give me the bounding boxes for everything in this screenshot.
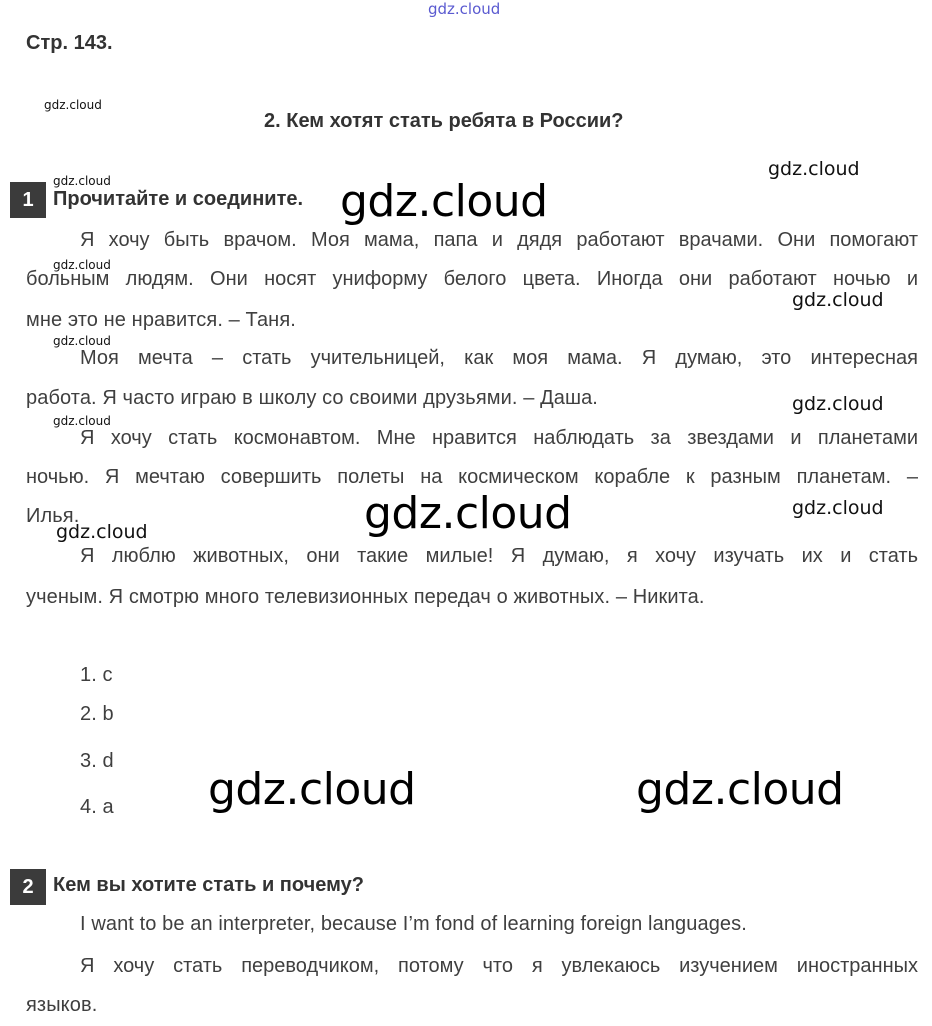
- watermark-small: gdz.cloud: [53, 174, 111, 188]
- task-title: Прочитайте и соедините.: [53, 188, 304, 210]
- task-number-badge: 2: [10, 869, 46, 905]
- watermark-small: gdz.cloud: [53, 334, 111, 348]
- russian-answer-line: Я хочу стать переводчиком, потому что я увлекаюсь изучением иностранных: [80, 955, 918, 977]
- watermark-large: gdz.cloud: [636, 764, 844, 815]
- watermark-large: gdz.cloud: [208, 764, 416, 815]
- paragraph-line: Я хочу быть врачом. Моя мама, папа и дядя работают врачами. Они помогают: [80, 229, 918, 251]
- section-title: 2. Кем хотят стать ребята в России?: [264, 110, 624, 132]
- answer-item: 4. a: [80, 796, 114, 818]
- answer-item: 2. b: [80, 703, 114, 725]
- watermark-large: gdz.cloud: [340, 176, 548, 227]
- watermark-small: gdz.cloud: [44, 98, 102, 112]
- watermark-medium: gdz.cloud: [768, 158, 860, 180]
- task-title: Кем вы хотите стать и почему?: [53, 874, 364, 896]
- paragraph-line: Моя мечта – стать учительницей, как моя мама. Я думаю, это интересная: [80, 347, 918, 369]
- watermark-large: gdz.cloud: [364, 488, 572, 539]
- answer-item: 1. c: [80, 664, 113, 686]
- paragraph-line: мне это не нравится. – Таня.: [26, 309, 296, 331]
- paragraph-line: работа. Я часто играю в школу со своими друзьями. – Даша.: [26, 387, 598, 409]
- watermark-small: gdz.cloud: [53, 258, 111, 272]
- task-number-badge: 1: [10, 182, 46, 218]
- watermark-medium: gdz.cloud: [792, 497, 884, 519]
- watermark-small: gdz.cloud: [53, 414, 111, 428]
- watermark-medium: gdz.cloud: [792, 393, 884, 415]
- page-number: Стр. 143.: [26, 32, 113, 54]
- paragraph-line: ученым. Я смотрю много телевизионных передач о животных. – Никита.: [26, 586, 705, 608]
- english-answer: I want to be an interpreter, because I’m fond of learning foreign languages.: [80, 913, 747, 935]
- paragraph-line: Я люблю животных, они такие милые! Я думаю, я хочу изучать их и стать: [80, 545, 918, 567]
- russian-answer-line: языков.: [26, 994, 98, 1016]
- paragraph-line: ночью. Я мечтаю совершить полеты на космическом корабле к разным планетам. –: [26, 466, 918, 488]
- answer-item: 3. d: [80, 750, 114, 772]
- paragraph-line: Я хочу стать космонавтом. Мне нравится наблюдать за звездами и планетами: [80, 427, 918, 449]
- watermark-medium: gdz.cloud: [792, 289, 884, 311]
- watermark-medium: gdz.cloud: [56, 521, 148, 543]
- paragraph-line: Илья.: [26, 505, 80, 527]
- watermark-top: gdz.cloud: [428, 0, 501, 18]
- paragraph-line: больным людям. Они носят униформу белого цвета. Иногда они работают ночью и: [26, 268, 918, 290]
